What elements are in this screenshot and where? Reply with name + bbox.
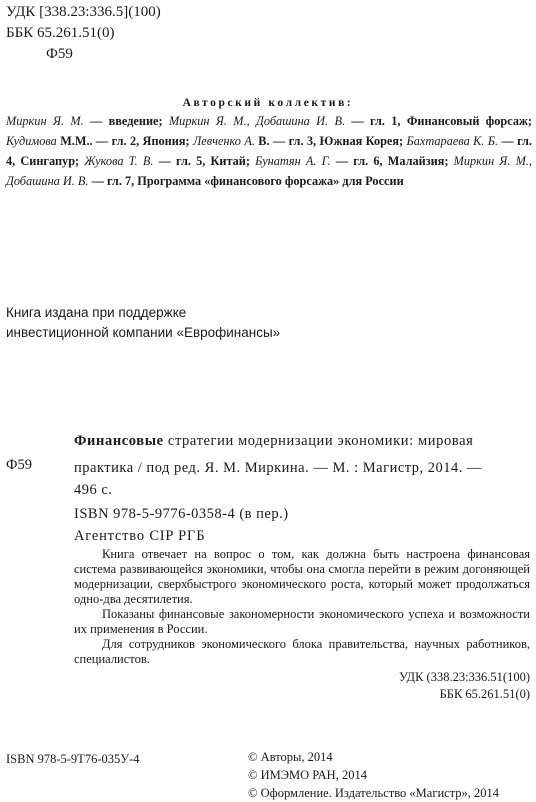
- author-name: Бахтараева К. Б.: [406, 134, 499, 148]
- author-name: Жукова Т. В.: [84, 154, 154, 168]
- bbk-code: ББК 65.261.51(0): [6, 25, 115, 41]
- copyright-publisher: © Оформление. Издательство «Магистр», 2014: [248, 786, 500, 800]
- annotation-paragraph-2: Показаны финансовые закономерности экономического успеха и возможности их применения в России.: [74, 607, 530, 636]
- catalog-line-3: 496 с.: [74, 482, 113, 498]
- author-mark: Ф59: [46, 46, 73, 62]
- author-name: Бунатян А. Г.: [255, 154, 331, 168]
- catalog-author-mark: Ф59: [6, 457, 32, 473]
- header-codes: [6, 2, 161, 65]
- copyright-block: [248, 748, 499, 802]
- support-note: [6, 303, 280, 343]
- author-name: Левченко А.: [192, 134, 255, 148]
- author-collective-list: [6, 111, 532, 191]
- copyright-authors: © Авторы, 2014: [248, 750, 333, 764]
- right-udk-code: УДК (338.23:336.51(100): [398, 670, 530, 684]
- annotation-paragraph-3: Для сотрудников экономического блока правительства, научных работников, специалистов.: [74, 637, 530, 666]
- chapter-assignment: — гл. 5, Китай;: [153, 154, 256, 168]
- catalog-title-rest: стратегии модернизации экономики: мировая: [163, 433, 474, 449]
- chapter-assignment: — гл. 4, Сингапур;: [6, 134, 532, 168]
- chapter-assignment: М.М.. — гл. 2, Япония;: [56, 134, 193, 148]
- author-name: Миркин Я. М., Добашина И. В.: [168, 114, 346, 128]
- author-name: Кудимова: [6, 134, 57, 148]
- support-line-2: инвестиционной компании «Еврофинансы»: [6, 325, 281, 340]
- author-name: Миркин Я. М., Добашина И. В.: [6, 154, 532, 188]
- footer-isbn: ISBN 978-5-9T76-035У-4: [6, 752, 140, 766]
- collective-heading: Авторский коллектив:: [182, 97, 354, 109]
- catalog-title-bold: Финансовые: [74, 433, 164, 449]
- author-name: Миркин Я. М.: [6, 114, 84, 128]
- support-line-1: Книга издана при поддержке: [6, 305, 187, 320]
- catalog-continuation: [74, 457, 482, 501]
- udk-code: УДК [338.23:336.5](100): [6, 4, 161, 20]
- right-bbk-code: ББК 65.261.51(0): [439, 687, 530, 701]
- annotation-paragraph-1: Книга отвечает на вопрос о том, как должна быть настроена финансовая система развивающейся экономики, чтобы она смогла перейти в режим догоняющей модернизации, сверхбыстрого экономического роста, который может продолжаться одно-два десятилетия.: [74, 547, 530, 606]
- right-codes: [399, 669, 530, 703]
- chapter-assignment: — гл. 6, Малайзия;: [330, 154, 454, 168]
- chapter-assignment: В. — гл. 3, Южная Корея;: [254, 134, 407, 148]
- annotation: [74, 547, 530, 667]
- chapter-assignment: — гл. 1, Финансовый форсаж;: [345, 114, 532, 128]
- chapter-assignment: — введение;: [83, 114, 169, 128]
- cip-agency: Агентство CIP РГБ: [74, 528, 206, 544]
- chapter-assignment: — гл. 7, Программа «финансового форсажа» для России: [88, 174, 404, 188]
- catalog-title-line: [74, 433, 473, 450]
- catalog-isbn: ISBN 978-5-9776-0358-4 (в пер.): [74, 506, 289, 522]
- catalog-line-2: практика / под ред. Я. М. Миркина. — М. : Магистр, 2014. —: [74, 460, 483, 476]
- copyright-imemo: © ИМЭМО РАН, 2014: [248, 768, 367, 782]
